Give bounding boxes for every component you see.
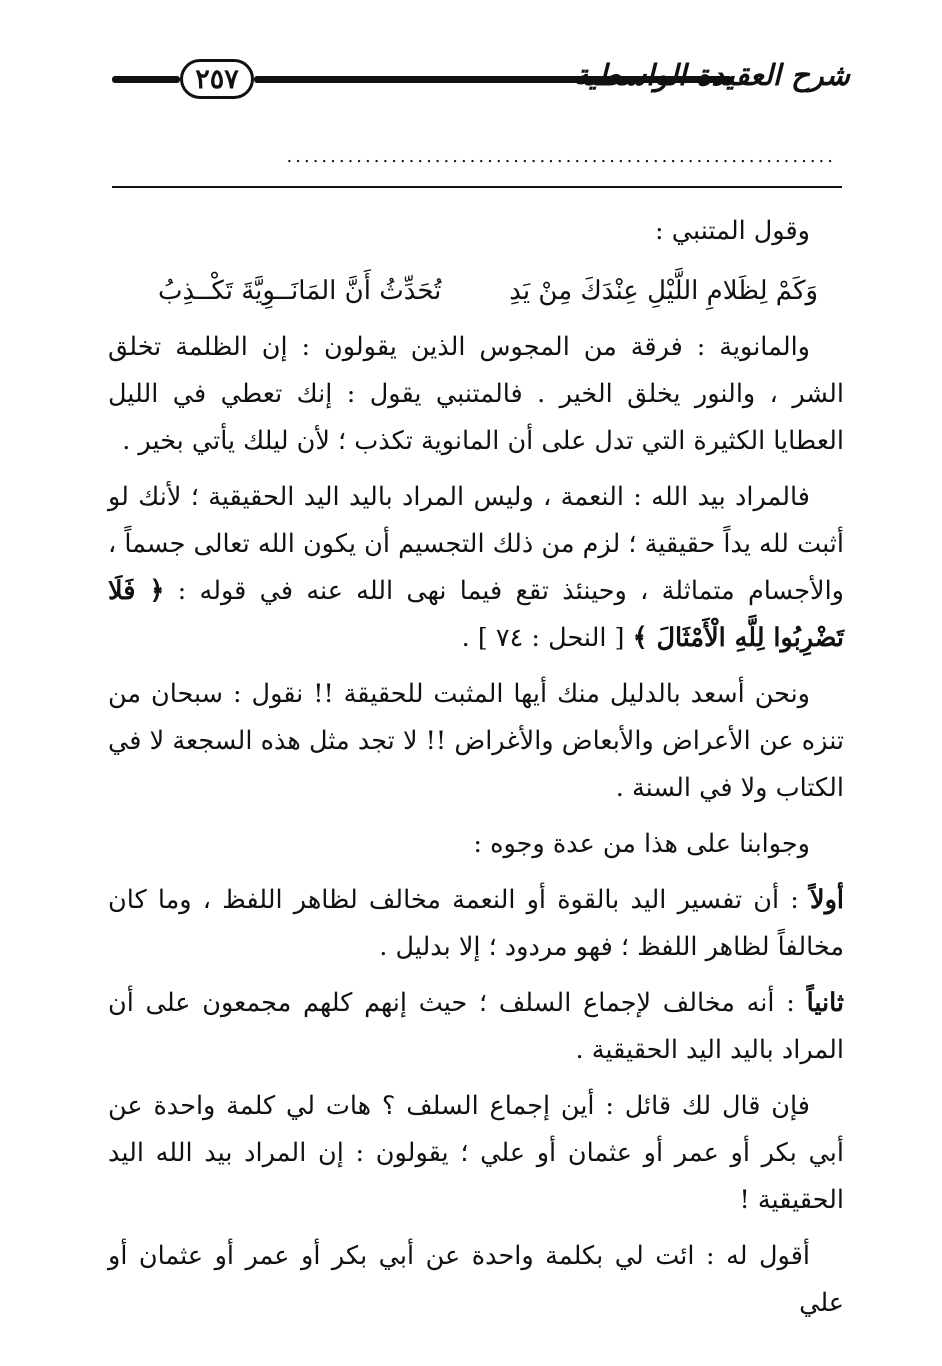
verse-second-hemistich: تُحَدِّثُ أَنَّ المَانَــوِيَّةَ تَكْــذِبُ [158, 276, 442, 306]
paragraph-response: ونحن أسعد بالدليل منك أيها المثبت للحقيقة !! نقول : سبحان من تنزه عن الأعراض والأبعاض والأغراض !! لا تجد مثل هذه السجعة لا في الكتاب ولا في السنة . [108, 679, 844, 803]
point-label-first: أولاً [810, 885, 844, 915]
page-header [112, 52, 850, 108]
point-label-second: ثانياً [806, 988, 844, 1018]
header-rule-left [112, 76, 180, 83]
paragraph-meaning-of-hand [108, 474, 844, 662]
quran-reference: [ النحل : ٧٤ ] . [461, 623, 625, 653]
paragraph-text: : أن تفسير اليد بالقوة أو النعمة مخالف لظاهر اللفظ ، وما كان مخالفاً لظاهر اللفظ ؛ فهو مردود ؛ إلا بدليل . [108, 885, 844, 962]
paragraph-intro: وقول المتنبي : [655, 216, 810, 246]
page-number: ٢٥٧ [180, 59, 254, 99]
poetry-verse [108, 264, 844, 318]
horizontal-rule [112, 186, 842, 188]
paragraph-manawiyya: والمانوية : فرقة من المجوس الذين يقولون : إن الظلمة تخلق الشر ، والنور يخلق الخير . فالمتنبي يقول : إنك تعطي في الليل العطايا الكثيرة التي تدل على أن المانوية تكذب ؛ لأن ليلك يأتي بخير . [108, 332, 844, 456]
paragraph-reply: أقول له : ائت لي بكلمة واحدة عن أبي بكر أو عمر أو عثمان أو علي [108, 1241, 844, 1318]
page-body [108, 208, 844, 1336]
quran-quote: ﴿ فَلَا تَضْرِبُوا لِلَّهِ الْأَمْثَالَ ﴾ [108, 576, 844, 653]
paragraph-first-point [108, 877, 844, 971]
paragraph-text: : أنه مخالف لإجماع السلف ؛ حيث إنهم كلهم مجمعون على أن المراد باليد اليد الحقيقية . [108, 988, 844, 1065]
book-title: شرح العقيدة الواسطية [573, 58, 850, 92]
paragraph-text: فالمراد بيد الله : النعمة ، وليس المراد باليد اليد الحقيقية ؛ لأنك لو أثبت لله يداً حقيقية ؛ لزم من ذلك التجسيم أن يكون الله تعالى جسماً ، والأجسام متماثلة ، وحينئذ تقع فيما نهى الله عنه في قوله : [108, 482, 844, 606]
verse-first-hemistich: وَكَمْ لِظَلامِ اللَّيْلِ عِنْدَكَ مِنْ يَدِ [509, 276, 818, 306]
paragraph-answers-intro: وجوابنا على هذا من عدة وجوه : [473, 829, 810, 859]
paragraph-second-point [108, 980, 844, 1074]
paragraph-objection: فإن قال لك قائل : أين إجماع السلف ؟ هات لي كلمة واحدة عن أبي بكر أو عمر أو عثمان أو علي ؛ يقولون : إن المراد بيد الله اليد الحقيقية ! [108, 1091, 844, 1215]
dotted-separator: ............................................................... [286, 146, 836, 166]
